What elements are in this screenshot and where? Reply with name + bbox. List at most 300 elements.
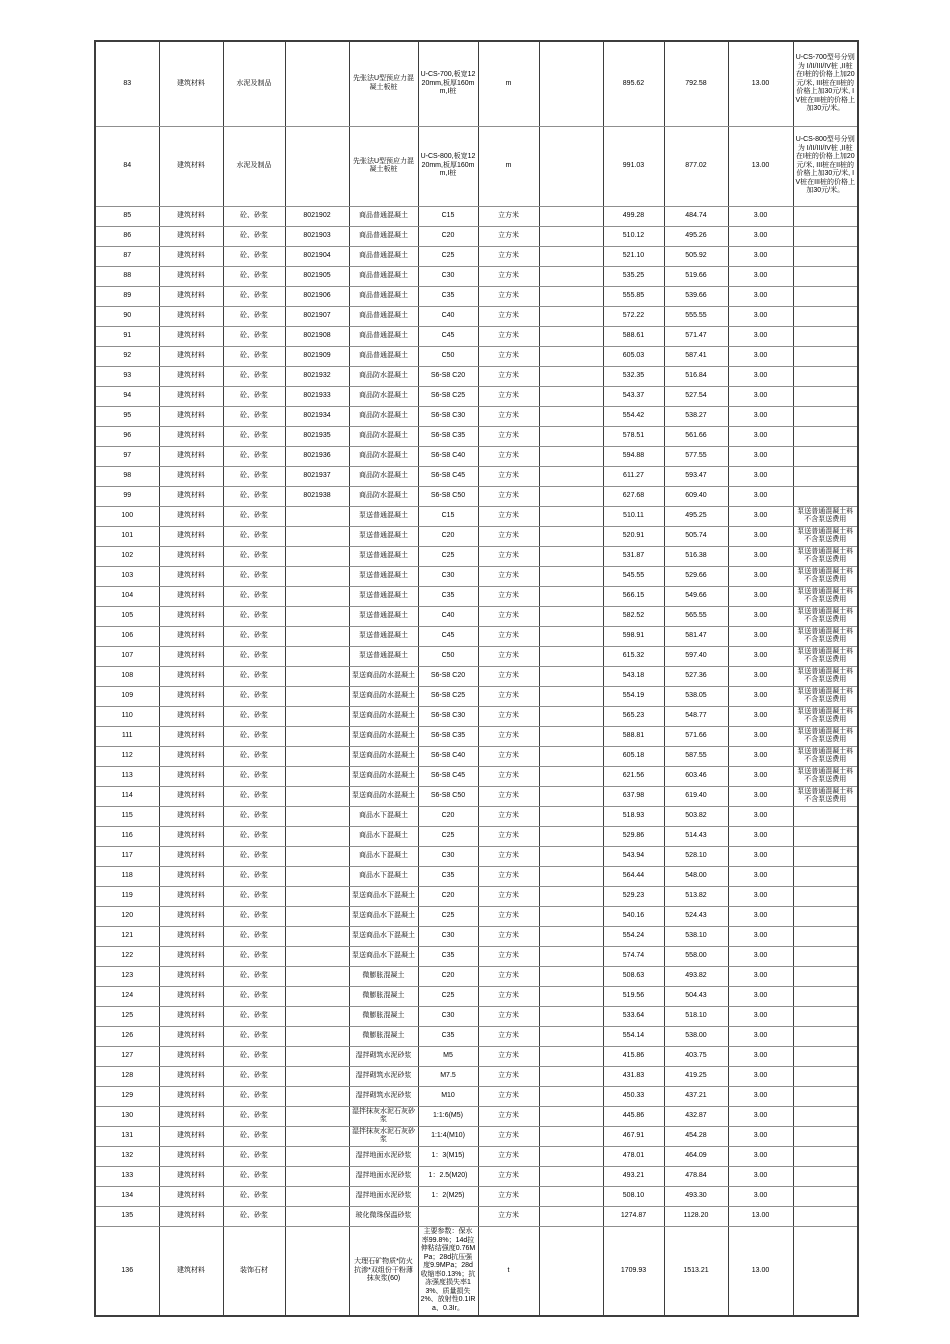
cell-blank: [539, 506, 603, 526]
cell-remark: [793, 986, 858, 1006]
cell-price_a: 588.61: [603, 326, 664, 346]
cell-code: [285, 546, 349, 566]
cell-remark: [793, 1186, 858, 1206]
cell-spec: C50: [418, 646, 478, 666]
cell-no: 89: [95, 286, 159, 306]
cell-spec: S6-S8 C25: [418, 686, 478, 706]
table-row: [95, 366, 858, 386]
cell-spec: U-CS-700,板宽1220mm,板厚160mm,I桩: [418, 41, 478, 126]
cell-spec: 1：2(M25): [418, 1186, 478, 1206]
cell-tax_rate: 3.00: [728, 826, 793, 846]
cell-name: 商品防水混凝土: [349, 406, 418, 426]
cell-price_a: 545.55: [603, 566, 664, 586]
cell-tax_rate: 3.00: [728, 1066, 793, 1086]
cell-category: 建筑材料: [159, 1106, 223, 1126]
cell-code: [285, 566, 349, 586]
cell-blank: [539, 786, 603, 806]
cell-no: 104: [95, 586, 159, 606]
cell-unit: 立方米: [478, 926, 539, 946]
cell-spec: C25: [418, 826, 478, 846]
cell-price_a: 588.81: [603, 726, 664, 746]
cell-no: 105: [95, 606, 159, 626]
cell-spec: S6-S8 C40: [418, 446, 478, 466]
cell-remark: [793, 1046, 858, 1066]
cell-blank: [539, 526, 603, 546]
cell-tax_rate: 3.00: [728, 886, 793, 906]
cell-name: 湿拌砌筑水泥砂浆: [349, 1066, 418, 1086]
cell-remark: 泵送普通混凝土料不含泵送费用: [793, 626, 858, 646]
cell-spec: C35: [418, 586, 478, 606]
cell-spec: C30: [418, 846, 478, 866]
cell-no: 102: [95, 546, 159, 566]
cell-no: 135: [95, 1206, 159, 1226]
cell-no: 123: [95, 966, 159, 986]
table-row: [95, 246, 858, 266]
cell-price_a: 467.91: [603, 1126, 664, 1146]
cell-blank: [539, 1206, 603, 1226]
cell-code: [285, 846, 349, 866]
table-row: [95, 506, 858, 526]
cell-price_a: 543.37: [603, 386, 664, 406]
cell-subcategory: 砼、砂浆: [223, 566, 285, 586]
cell-category: 建筑材料: [159, 1046, 223, 1066]
cell-subcategory: 砼、砂浆: [223, 306, 285, 326]
cell-remark: [793, 366, 858, 386]
cell-spec: U-CS-800,板宽1220mm,板厚160mm,I桩: [418, 126, 478, 206]
cell-no: 92: [95, 346, 159, 366]
cell-remark: [793, 1026, 858, 1046]
cell-category: 建筑材料: [159, 706, 223, 726]
cell-blank: [539, 1166, 603, 1186]
cell-tax_rate: 3.00: [728, 746, 793, 766]
cell-price_b: 403.75: [664, 1046, 728, 1066]
cell-tax_rate: 3.00: [728, 686, 793, 706]
table-row: [95, 706, 858, 726]
cell-price_b: 792.58: [664, 41, 728, 126]
cell-tax_rate: 3.00: [728, 786, 793, 806]
cell-category: 建筑材料: [159, 886, 223, 906]
cell-unit: 立方米: [478, 1146, 539, 1166]
cell-blank: [539, 1146, 603, 1166]
cell-spec: S6-S8 C50: [418, 786, 478, 806]
cell-price_b: 524.43: [664, 906, 728, 926]
cell-no: 93: [95, 366, 159, 386]
cell-spec: 1:1:6(M5): [418, 1106, 478, 1126]
cell-unit: t: [478, 1226, 539, 1316]
cell-no: 112: [95, 746, 159, 766]
cell-remark: U-CS-700型号分别为 I/II/III/IV桩 ,II桩在I桩的价格上加20元/米, III桩在II桩的价格上加30元/米, IV桩在III桩的价格上加30元/米。: [793, 41, 858, 126]
cell-remark: [793, 906, 858, 926]
cell-remark: [793, 1206, 858, 1226]
cell-name: 先张法U型预应力混凝土板桩: [349, 41, 418, 126]
cell-unit: 立方米: [478, 966, 539, 986]
cell-code: [285, 126, 349, 206]
cell-price_a: 605.03: [603, 346, 664, 366]
cell-remark: [793, 246, 858, 266]
cell-blank: [539, 1086, 603, 1106]
cell-remark: [793, 206, 858, 226]
cell-code: [285, 706, 349, 726]
table-row: [95, 926, 858, 946]
cell-code: [285, 826, 349, 846]
cell-price_a: 508.10: [603, 1186, 664, 1206]
cell-remark: [793, 886, 858, 906]
cell-price_a: 532.35: [603, 366, 664, 386]
cell-tax_rate: 3.00: [728, 846, 793, 866]
cell-blank: [539, 246, 603, 266]
cell-subcategory: 砼、砂浆: [223, 986, 285, 1006]
cell-name: 泵送商品水下混凝土: [349, 906, 418, 926]
cell-no: 110: [95, 706, 159, 726]
cell-remark: 泵送普通混凝土料不含泵送费用: [793, 646, 858, 666]
cell-name: 微膨胀混凝土: [349, 986, 418, 1006]
cell-blank: [539, 646, 603, 666]
cell-blank: [539, 606, 603, 626]
cell-price_a: 508.63: [603, 966, 664, 986]
cell-blank: [539, 826, 603, 846]
cell-tax_rate: 3.00: [728, 966, 793, 986]
cell-category: 建筑材料: [159, 926, 223, 946]
cell-tax_rate: 3.00: [728, 666, 793, 686]
cell-category: 建筑材料: [159, 626, 223, 646]
cell-no: 134: [95, 1186, 159, 1206]
cell-subcategory: 砼、砂浆: [223, 406, 285, 426]
cell-name: 湿拌砌筑水泥砂浆: [349, 1046, 418, 1066]
cell-subcategory: 砼、砂浆: [223, 586, 285, 606]
cell-tax_rate: 3.00: [728, 466, 793, 486]
cell-price_a: 565.23: [603, 706, 664, 726]
cell-code: [285, 766, 349, 786]
cell-unit: 立方米: [478, 1106, 539, 1126]
table-row: [95, 1126, 858, 1146]
cell-blank: [539, 286, 603, 306]
cell-tax_rate: 3.00: [728, 806, 793, 826]
cell-code: [285, 646, 349, 666]
cell-blank: [539, 206, 603, 226]
cell-no: 96: [95, 426, 159, 446]
cell-price_b: 587.55: [664, 746, 728, 766]
cell-name: 商品普通混凝土: [349, 286, 418, 306]
cell-remark: [793, 1146, 858, 1166]
cell-price_b: 587.41: [664, 346, 728, 366]
cell-unit: 立方米: [478, 626, 539, 646]
cell-unit: 立方米: [478, 1206, 539, 1226]
cell-tax_rate: 3.00: [728, 406, 793, 426]
table-row: [95, 1046, 858, 1066]
cell-unit: 立方米: [478, 426, 539, 446]
cell-blank: [539, 726, 603, 746]
table-row: [95, 286, 858, 306]
cell-no: 117: [95, 846, 159, 866]
cell-category: 建筑材料: [159, 566, 223, 586]
cell-remark: 泵送普通混凝土料不含泵送费用: [793, 686, 858, 706]
cell-name: 泵送普通混凝土: [349, 646, 418, 666]
cell-name: 微膨胀混凝土: [349, 1026, 418, 1046]
cell-code: [285, 946, 349, 966]
cell-name: 微膨胀混凝土: [349, 1006, 418, 1026]
cell-remark: [793, 966, 858, 986]
cell-name: 泵送普通混凝土: [349, 526, 418, 546]
cell-unit: 立方米: [478, 826, 539, 846]
cell-category: 建筑材料: [159, 466, 223, 486]
cell-category: 建筑材料: [159, 446, 223, 466]
cell-name: 泵送普通混凝土: [349, 626, 418, 646]
cell-subcategory: 砼、砂浆: [223, 846, 285, 866]
cell-code: [285, 506, 349, 526]
cell-remark: [793, 486, 858, 506]
cell-name: 泵送普通混凝土: [349, 546, 418, 566]
cell-subcategory: 砼、砂浆: [223, 606, 285, 626]
cell-price_a: 510.11: [603, 506, 664, 526]
cell-remark: [793, 846, 858, 866]
cell-spec: M10: [418, 1086, 478, 1106]
cell-price_a: 529.23: [603, 886, 664, 906]
cell-unit: 立方米: [478, 1186, 539, 1206]
cell-category: 建筑材料: [159, 726, 223, 746]
cell-tax_rate: 3.00: [728, 626, 793, 646]
cell-name: 湿拌地面水泥砂浆: [349, 1186, 418, 1206]
cell-remark: U-CS-800型号分别为 I/II/III/IV桩 ,II桩在I桩的价格上加20元/米, III桩在II桩的价格上加30元/米, IV桩在III桩的价格上加30元/米。: [793, 126, 858, 206]
cell-category: 建筑材料: [159, 1146, 223, 1166]
cell-remark: [793, 466, 858, 486]
cell-price_a: 637.98: [603, 786, 664, 806]
cell-no: 106: [95, 626, 159, 646]
cell-spec: C40: [418, 606, 478, 626]
table-body: [95, 41, 858, 1316]
cell-code: 8021938: [285, 486, 349, 506]
cell-price_b: 619.40: [664, 786, 728, 806]
cell-unit: 立方米: [478, 906, 539, 926]
table-row: [95, 826, 858, 846]
cell-no: 111: [95, 726, 159, 746]
cell-price_b: 437.21: [664, 1086, 728, 1106]
cell-remark: [793, 346, 858, 366]
cell-no: 113: [95, 766, 159, 786]
cell-blank: [539, 1046, 603, 1066]
cell-code: [285, 686, 349, 706]
cell-spec: C30: [418, 1006, 478, 1026]
cell-tax_rate: 3.00: [728, 1046, 793, 1066]
cell-unit: 立方米: [478, 746, 539, 766]
cell-spec: C25: [418, 906, 478, 926]
table-row: [95, 1006, 858, 1026]
cell-spec: S6-S8 C45: [418, 466, 478, 486]
cell-subcategory: 砼、砂浆: [223, 446, 285, 466]
cell-price_a: 478.01: [603, 1146, 664, 1166]
cell-code: 8021903: [285, 226, 349, 246]
cell-price_b: 505.74: [664, 526, 728, 546]
cell-category: 建筑材料: [159, 946, 223, 966]
cell-subcategory: 砼、砂浆: [223, 706, 285, 726]
cell-unit: 立方米: [478, 806, 539, 826]
cell-subcategory: 砼、砂浆: [223, 1206, 285, 1226]
cell-price_b: 539.66: [664, 286, 728, 306]
cell-price_a: 895.62: [603, 41, 664, 126]
cell-blank: [539, 326, 603, 346]
cell-code: [285, 626, 349, 646]
cell-price_a: 518.93: [603, 806, 664, 826]
cell-name: 商品普通混凝土: [349, 206, 418, 226]
cell-price_b: 877.02: [664, 126, 728, 206]
cell-tax_rate: 3.00: [728, 306, 793, 326]
cell-price_a: 415.86: [603, 1046, 664, 1066]
table-row: [95, 1226, 858, 1316]
cell-name: 商品水下混凝土: [349, 846, 418, 866]
cell-code: [285, 1206, 349, 1226]
cell-remark: 泵送普通混凝土料不含泵送费用: [793, 706, 858, 726]
cell-unit: m: [478, 41, 539, 126]
cell-no: 101: [95, 526, 159, 546]
cell-price_b: 528.10: [664, 846, 728, 866]
cell-price_b: 505.92: [664, 246, 728, 266]
cell-spec: [418, 1206, 478, 1226]
cell-remark: [793, 226, 858, 246]
cell-remark: [793, 1066, 858, 1086]
cell-spec: S6-S8 C20: [418, 366, 478, 386]
table-row: [95, 746, 858, 766]
cell-unit: 立方米: [478, 366, 539, 386]
cell-no: 103: [95, 566, 159, 586]
cell-category: 建筑材料: [159, 546, 223, 566]
cell-price_b: 609.40: [664, 486, 728, 506]
cell-remark: [793, 866, 858, 886]
cell-spec: C20: [418, 526, 478, 546]
table-row: [95, 886, 858, 906]
cell-tax_rate: 3.00: [728, 866, 793, 886]
cell-price_b: 454.28: [664, 1126, 728, 1146]
cell-tax_rate: 3.00: [728, 766, 793, 786]
cell-category: 建筑材料: [159, 786, 223, 806]
table-row: [95, 126, 858, 206]
cell-remark: 泵送普通混凝土料不含泵送费用: [793, 586, 858, 606]
cell-category: 建筑材料: [159, 1186, 223, 1206]
cell-subcategory: 砼、砂浆: [223, 226, 285, 246]
cell-name: 泵送商品防水混凝土: [349, 786, 418, 806]
cell-unit: 立方米: [478, 1066, 539, 1086]
cell-unit: 立方米: [478, 246, 539, 266]
cell-spec: C45: [418, 626, 478, 646]
cell-price_b: 561.66: [664, 426, 728, 446]
cell-name: 玻化微珠保温砂浆: [349, 1206, 418, 1226]
cell-code: [285, 1026, 349, 1046]
cell-price_a: 499.28: [603, 206, 664, 226]
cell-category: 建筑材料: [159, 1086, 223, 1106]
table-row: [95, 966, 858, 986]
table-row: [95, 1086, 858, 1106]
cell-spec: 1：2.5(M20): [418, 1166, 478, 1186]
cell-spec: C25: [418, 246, 478, 266]
cell-category: 建筑材料: [159, 1006, 223, 1026]
cell-subcategory: 砼、砂浆: [223, 1166, 285, 1186]
cell-blank: [539, 1126, 603, 1146]
cell-code: [285, 1166, 349, 1186]
cell-unit: 立方米: [478, 406, 539, 426]
cell-price_a: 578.51: [603, 426, 664, 446]
cell-code: 8021909: [285, 346, 349, 366]
cell-spec: S6-S8 C30: [418, 406, 478, 426]
table-row: [95, 726, 858, 746]
cell-subcategory: 砼、砂浆: [223, 766, 285, 786]
table-row: [95, 466, 858, 486]
cell-price_b: 527.36: [664, 666, 728, 686]
cell-name: 泵送普通混凝土: [349, 566, 418, 586]
cell-remark: [793, 286, 858, 306]
cell-price_b: 593.47: [664, 466, 728, 486]
cell-name: 泵送普通混凝土: [349, 606, 418, 626]
cell-no: 109: [95, 686, 159, 706]
cell-blank: [539, 766, 603, 786]
cell-price_b: 529.66: [664, 566, 728, 586]
cell-no: 124: [95, 986, 159, 1006]
cell-name: 商品防水混凝土: [349, 366, 418, 386]
cell-tax_rate: 3.00: [728, 606, 793, 626]
cell-blank: [539, 626, 603, 646]
cell-blank: [539, 746, 603, 766]
cell-subcategory: 砼、砂浆: [223, 286, 285, 306]
cell-blank: [539, 1186, 603, 1206]
cell-unit: 立方米: [478, 286, 539, 306]
cell-price_b: 571.66: [664, 726, 728, 746]
cell-spec: C30: [418, 926, 478, 946]
cell-blank: [539, 366, 603, 386]
cell-remark: 泵送普通混凝土料不含泵送费用: [793, 606, 858, 626]
cell-unit: 立方米: [478, 346, 539, 366]
cell-remark: [793, 426, 858, 446]
table-row: [95, 266, 858, 286]
cell-subcategory: 砼、砂浆: [223, 906, 285, 926]
cell-code: [285, 586, 349, 606]
cell-no: 128: [95, 1066, 159, 1086]
cell-code: 8021935: [285, 426, 349, 446]
cell-code: [285, 746, 349, 766]
cell-tax_rate: 3.00: [728, 1146, 793, 1166]
cell-remark: [793, 1006, 858, 1026]
cell-remark: [793, 446, 858, 466]
cell-price_b: 493.30: [664, 1186, 728, 1206]
table-row: [95, 786, 858, 806]
cell-price_b: 548.77: [664, 706, 728, 726]
cell-subcategory: 砼、砂浆: [223, 506, 285, 526]
cell-blank: [539, 1026, 603, 1046]
cell-name: 商品普通混凝土: [349, 246, 418, 266]
cell-price_b: 478.84: [664, 1166, 728, 1186]
cell-price_b: 495.26: [664, 226, 728, 246]
cell-subcategory: 砼、砂浆: [223, 1126, 285, 1146]
cell-no: 95: [95, 406, 159, 426]
cell-no: 86: [95, 226, 159, 246]
cell-unit: 立方米: [478, 1046, 539, 1066]
cell-blank: [539, 946, 603, 966]
table-row: [95, 566, 858, 586]
cell-unit: 立方米: [478, 546, 539, 566]
table-row: [95, 326, 858, 346]
cell-spec: S6-S8 C30: [418, 706, 478, 726]
cell-no: 133: [95, 1166, 159, 1186]
cell-tax_rate: 3.00: [728, 1166, 793, 1186]
cell-price_b: 571.47: [664, 326, 728, 346]
cell-code: [285, 526, 349, 546]
cell-spec: S6-S8 C25: [418, 386, 478, 406]
table-row: [95, 946, 858, 966]
cell-tax_rate: 3.00: [728, 226, 793, 246]
cell-price_a: 555.85: [603, 286, 664, 306]
cell-no: 126: [95, 1026, 159, 1046]
cell-price_b: 504.43: [664, 986, 728, 1006]
cell-blank: [539, 886, 603, 906]
cell-name: 商品普通混凝土: [349, 346, 418, 366]
cell-category: 建筑材料: [159, 846, 223, 866]
cell-remark: [793, 1126, 858, 1146]
